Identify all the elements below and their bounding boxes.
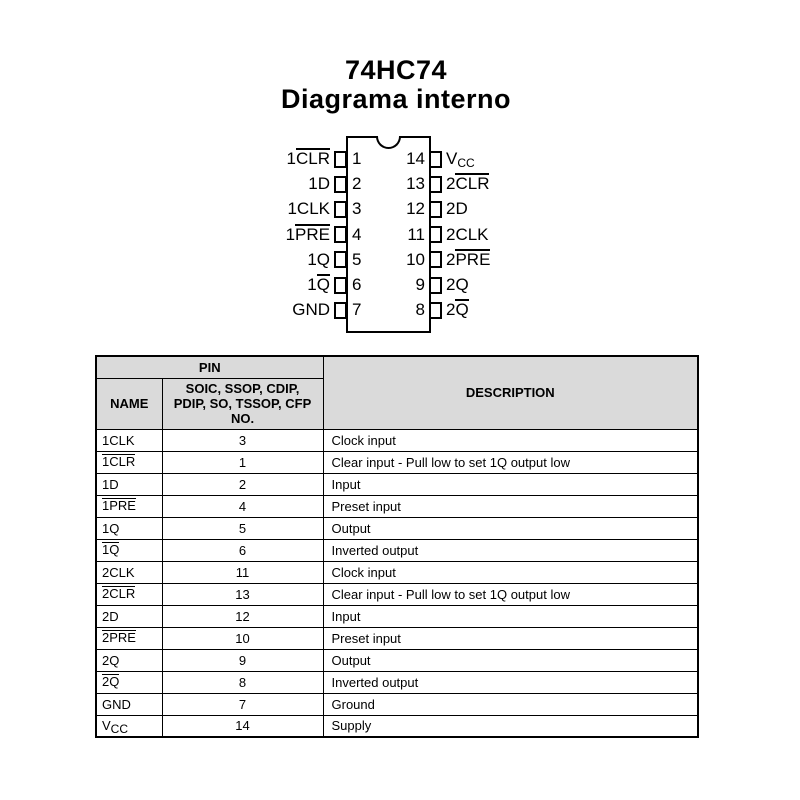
pin-label: 2D (446, 199, 468, 219)
pin-stub (334, 151, 347, 168)
pin-description-cell: Inverted output (323, 539, 698, 561)
pin-label: 1Q (307, 275, 330, 294)
overline-text: CLR (295, 149, 330, 168)
package-header: SOIC, SSOP, CDIP, PDIP, SO, TSSOP, CFP NO. (162, 378, 323, 429)
pin-stub (429, 251, 442, 268)
pin-label: GND (292, 300, 330, 320)
pin-description-cell: Input (323, 473, 698, 495)
pin-function-table (95, 355, 699, 738)
pin-group-header: PIN (96, 356, 323, 378)
pin-number: 8 (415, 300, 425, 320)
pin-description-cell: Output (323, 649, 698, 671)
pin-label: 1CLK (287, 199, 330, 219)
pin-label: 2CLK (446, 224, 489, 244)
pin-name-cell: 2Q (96, 649, 162, 671)
pin-stub (334, 226, 347, 243)
pin-name-cell (96, 539, 162, 561)
pin-label: 1PRE (285, 224, 330, 244)
pin-description-cell: Preset input (323, 627, 698, 649)
pin-stub (429, 302, 442, 319)
title-part-number: 74HC74 (344, 55, 448, 85)
table-row (96, 429, 698, 451)
pin-number-cell: 4 (162, 495, 323, 517)
pin-number: 1 (352, 149, 362, 168)
pin-stub (429, 176, 442, 193)
pin-label: 1D (308, 174, 330, 194)
pin-label: $V_{CC}$ (446, 149, 475, 170)
name-header: NAME (96, 378, 162, 429)
pin-label: 2CLR (446, 174, 490, 194)
pin-number: 4 (352, 224, 362, 244)
pin-number-cell: 10 (162, 627, 323, 649)
description-header: DESCRIPTION (323, 356, 698, 429)
overline-text: 1CLR (102, 454, 136, 470)
pin-number-cell: 13 (162, 583, 323, 605)
pin-number-cell: 8 (162, 671, 323, 693)
pin-name-cell (96, 627, 162, 649)
pin-stub (429, 277, 442, 294)
overline-text: Q (316, 275, 330, 294)
overline-text: 2Q (102, 674, 120, 690)
pin-number-cell: 3 (162, 429, 323, 451)
pin-stub (429, 151, 442, 168)
table-body (96, 429, 698, 737)
pin-name-cell: 2D (96, 605, 162, 627)
overline-text: PRE (455, 249, 491, 269)
pin-name-cell: 1Q (96, 517, 162, 539)
pin-number-cell: 12 (162, 605, 323, 627)
table-row (96, 649, 698, 671)
table-row (96, 627, 698, 649)
pin-name-cell: GND (96, 693, 162, 715)
pin-name-cell (96, 671, 162, 693)
pin-number: 2 (352, 174, 362, 194)
pin-label: 2Q (446, 275, 469, 294)
pin-number: 13 (406, 174, 425, 194)
pin-number-cell: 6 (162, 539, 323, 561)
pin-name-cell: 2CLK (96, 561, 162, 583)
pin-name-cell: 1CLK (96, 429, 162, 451)
table-row (96, 539, 698, 561)
pin-name-cell (96, 583, 162, 605)
pin-description-cell: Output (323, 517, 698, 539)
pin-description-cell: Preset input (323, 495, 698, 517)
pin-label: 1CLR (286, 149, 330, 168)
pin-stub (334, 201, 347, 218)
table-row (96, 451, 698, 473)
pin-number: 11 (407, 224, 425, 244)
pin-name-cell (96, 451, 162, 473)
pin-name-cell (96, 495, 162, 517)
table-row (96, 605, 698, 627)
pin-number: 9 (415, 275, 425, 294)
pin-stub (334, 277, 347, 294)
table-row (96, 715, 698, 737)
pin-description-cell: Supply (323, 715, 698, 737)
table-header-row-1 (96, 356, 698, 378)
overline-text: CLR (455, 174, 490, 194)
pin-stub (334, 302, 347, 319)
pin-stub (429, 226, 442, 243)
pin-number: 6 (352, 275, 362, 294)
page-title (0, 56, 792, 114)
pin-description-cell: Ground (323, 693, 698, 715)
subscript-text: CC (457, 156, 475, 170)
pin-number-cell: 11 (162, 561, 323, 583)
table-row (96, 671, 698, 693)
overline-text: 1PRE (102, 498, 136, 514)
pin-number-cell: 7 (162, 693, 323, 715)
table-row (96, 561, 698, 583)
pin-description-cell: Inverted output (323, 671, 698, 693)
pin-description-cell: Clock input (323, 429, 698, 451)
pin-label: 2Q (446, 300, 469, 320)
table-row (96, 517, 698, 539)
pin-number-cell: 2 (162, 473, 323, 495)
pin-stub (334, 176, 347, 193)
pin-number: 3 (352, 199, 362, 219)
pin-number: 12 (406, 199, 425, 219)
pin-label: 2PRE (446, 249, 491, 269)
pin-number-cell: 5 (162, 517, 323, 539)
overline-text: 2CLR (102, 586, 136, 602)
pin-number: 5 (352, 249, 362, 269)
pin-description-cell: Clear input - Pull low to set 1Q output low (323, 583, 698, 605)
table-row (96, 495, 698, 517)
title-subtitle: Diagrama interno (280, 84, 512, 114)
pin-number: 7 (352, 300, 362, 320)
table-row (96, 583, 698, 605)
pin-label: 1Q (307, 249, 330, 269)
pin-stub (334, 251, 347, 268)
pin-number-cell: 14 (162, 715, 323, 737)
pin-description-cell: Input (323, 605, 698, 627)
pin-stub (429, 201, 442, 218)
pin-number: 10 (406, 249, 425, 269)
overline-text: 1Q (102, 542, 120, 558)
pin-description-cell: Clock input (323, 561, 698, 583)
subscript-text: CC (110, 722, 129, 737)
pin-description-cell: Clear input - Pull low to set 1Q output low (323, 451, 698, 473)
overline-text: 2PRE (102, 630, 136, 646)
table-row (96, 473, 698, 495)
pin-name-cell: 1D (96, 473, 162, 495)
table-row (96, 693, 698, 715)
pin-number-cell: 1 (162, 451, 323, 473)
overline-text: Q (455, 300, 469, 320)
pin-number-cell: 9 (162, 649, 323, 671)
overline-text: PRE (295, 224, 330, 244)
pin-number: 14 (406, 149, 425, 168)
pin-name-cell: $V_{CC}$ (96, 715, 162, 737)
